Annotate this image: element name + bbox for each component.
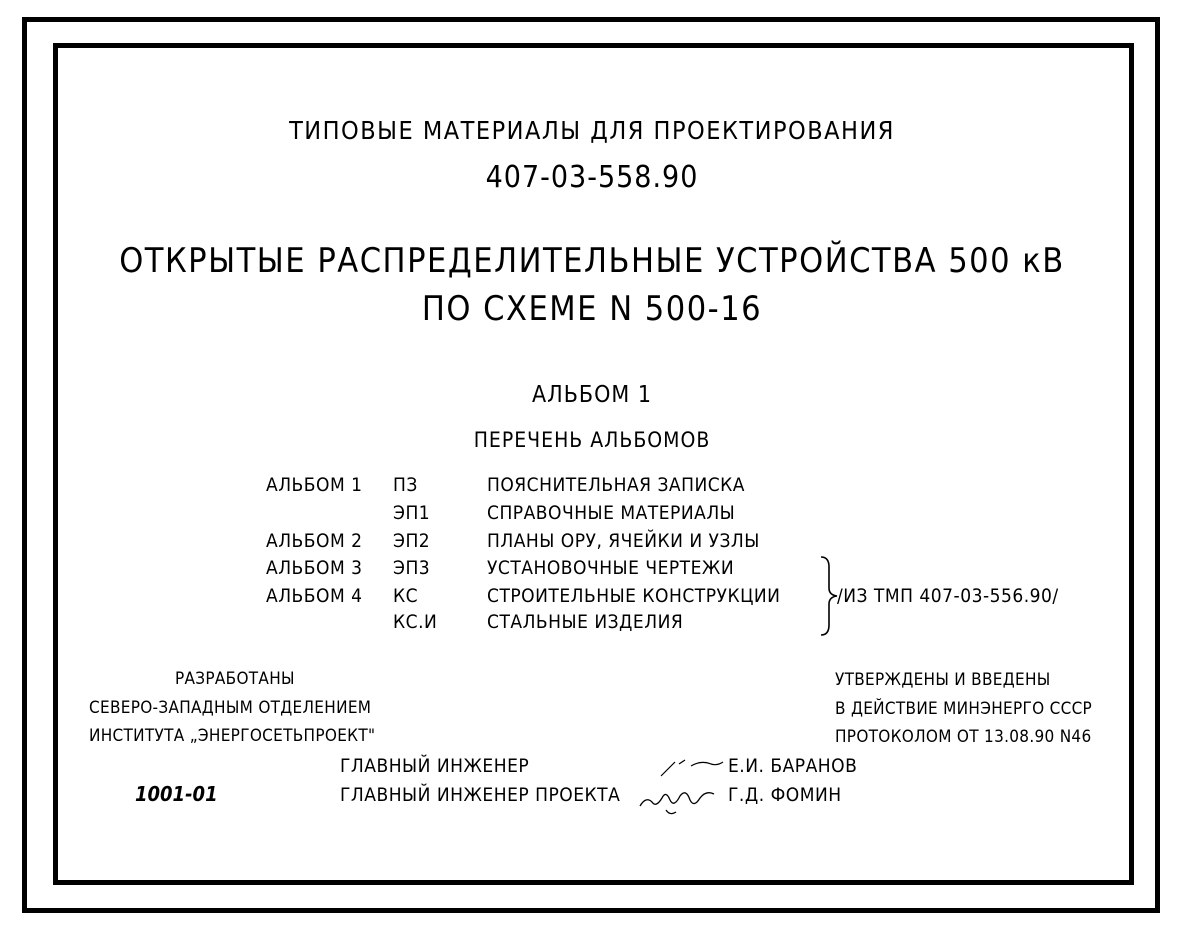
album-row-name: ПОЯСНИТЕЛЬНАЯ ЗАПИСКА xyxy=(487,474,745,496)
album-row-code: ЭП1 xyxy=(393,502,431,524)
album-row-name: ПЛАНЫ ОРУ, ЯЧЕЙКИ И УЗЛЫ xyxy=(487,530,760,552)
staff-name: Е.И. БАРАНОВ xyxy=(728,755,858,777)
developed-institute: ИНСТИТУТА „ЭНЕРГОСЕТЬПРОЕКТ" xyxy=(89,726,376,746)
album-row-album: АЛЬБОМ 1 xyxy=(266,474,363,496)
document-number: 1001-01 xyxy=(135,782,218,806)
album-label: АЛЬБОМ 1 xyxy=(532,382,652,408)
album-row-album: АЛЬБОМ 4 xyxy=(266,585,363,607)
album-row-code: КС.И xyxy=(393,611,438,633)
developed-label: РАЗРАБОТАНЫ xyxy=(175,669,295,689)
album-row-code: ЭП3 xyxy=(393,557,431,579)
list-title: ПЕРЕЧЕНЬ АЛЬБОМОВ xyxy=(473,428,711,452)
album-row-name: СПРАВОЧНЫЕ МАТЕРИАЛЫ xyxy=(487,502,736,524)
document-code: 407-03-558.90 xyxy=(485,160,699,195)
developed-org: СЕВЕРО-ЗАПАДНЫМ ОТДЕЛЕНИЕМ xyxy=(89,698,372,718)
album-row-name: СТРОИТЕЛЬНЫЕ КОНСТРУКЦИИ xyxy=(487,585,781,607)
signature-fomin xyxy=(636,780,718,820)
approved-label: УТВЕРЖДЕНЫ И ВВЕДЕНЫ xyxy=(835,670,1051,690)
approved-ministry: В ДЕЙСТВИЕ МИНЭНЕРГО СССР xyxy=(835,699,1093,719)
album-row-album: АЛЬБОМ 3 xyxy=(266,557,363,579)
album-row-code: ПЗ xyxy=(393,474,418,496)
source-note: /ИЗ ТМП 407-03-556.90/ xyxy=(837,585,1059,607)
title-line-2: ПО СХЕМЕ N 500-16 xyxy=(421,289,763,329)
album-row-code: КС xyxy=(393,585,419,607)
album-row-album: АЛЬБОМ 2 xyxy=(266,530,363,552)
album-row-name: СТАЛЬНЫЕ ИЗДЕЛИЯ xyxy=(487,611,684,633)
header-line: ТИПОВЫЕ МАТЕРИАЛЫ ДЛЯ ПРОЕКТИРОВАНИЯ xyxy=(289,116,895,145)
title-line-1: ОТКРЫТЫЕ РАСПРЕДЕЛИТЕЛЬНЫЕ УСТРОЙСТВА 500 кВ xyxy=(119,241,1065,281)
staff-role: ГЛАВНЫЙ ИНЖЕНЕР ПРОЕКТА xyxy=(340,784,621,806)
staff-name: Г.Д. ФОМИН xyxy=(728,784,842,806)
approved-protocol: ПРОТОКОЛОМ ОТ 13.08.90 N46 xyxy=(835,727,1092,747)
staff-role: ГЛАВНЫЙ ИНЖЕНЕР xyxy=(340,755,530,777)
signature-baranov xyxy=(655,752,727,780)
album-row-code: ЭП2 xyxy=(393,530,431,552)
album-row-name: УСТАНОВОЧНЫЕ ЧЕРТЕЖИ xyxy=(487,557,735,579)
